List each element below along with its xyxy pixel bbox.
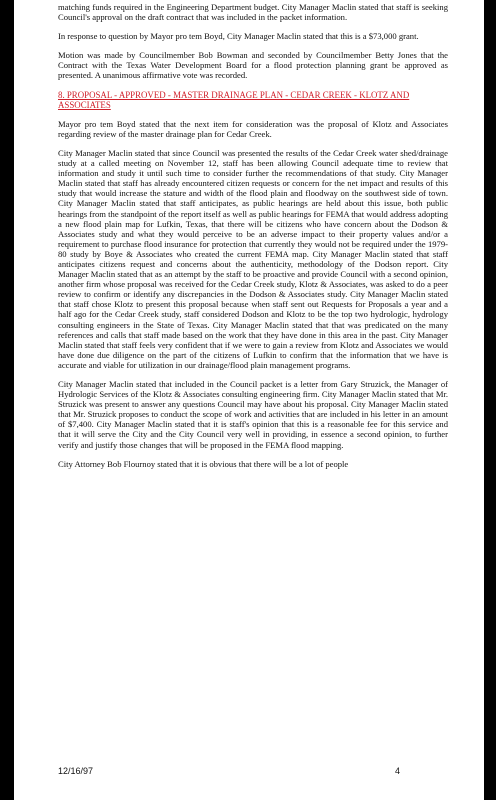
heading-text: 8. PROPOSAL - APPROVED - MASTER DRAINAGE PLAN - CEDAR CREEK - KLOTZ AND ASSOCIATES [58,89,410,110]
paragraph-next-item: Mayor pro tem Boyd stated that the next item for consideration was the proposal of Klotz and Associates regarding review of the master drainage plan for Cedar Creek. [58,118,448,139]
footer-date: 12/16/97 [58,766,94,776]
paragraph-manager-statement: City Manager Maclin stated that since Council was presented the results of the Cedar Creek water shed/drainage study at a called meeting on November 12, staff has been allowing Council adequate time to review that information and study it until such time to consider further the recommendations of that study. City Manager Maclin stated that staff has already encountered citizen requests or concern for the net impact and results of this study that would increase the stature and width of the flood plain and floodway on the southwest side of town. City Manager Maclin stated that staff anticipates, as public hearings are held about this issue, both public hearings from the standpoint of the report itself as well as public hearings for FEMA that would address adopting a new flood plain map for Lufkin, Texas, that there will be citizens who have concern about the Dodson & Associates study and what they would perceive to be an adverse impact to their property values and/or a requirement to purchase flood insurance for protection that currently they would not be required under the 1979-80 study by Boye & Associates who created the current FEMA map. City Manager Maclin stated that staff anticipates citizens request and concerns about the authenticity, methodology of the Dodson report. City Manager Maclin stated that as an attempt by the staff to be proactive and provide Council with a second opinion, another firm whose proposal was received for the Cedar Creek study, Klotz & Associates, was asked to do a peer review to confirm or identify any discrepancies in the Dodson & Associates study. City Manager Maclin stated that staff chose Klotz to present this proposal because when staff sent out Requests for Proposals a year and a half ago for the Cedar Creek study, staff considered Dodson and Klotz to be the top two hydrologic, hydrology consulting engineers in the State of Texas. City Manager Maclin stated that that was predicated on the many references and calls that staff made based on the work that they have done in this area in the past. City Manager Maclin stated that staff feels very confident that if we were to gain a review from Klotz and Associates we would have done due diligence on the part of the citizens of Lufkin to confirm that the information that we have is accurate and viable for utilization in our drainage/flood plain management programs. [58,147,448,370]
paragraph-klotz-letter: City Manager Maclin stated that included in the Council packet is a letter from Gary Struzick, the Manager of Hydrologic Services of the Klotz & Associates consulting engineering firm. City Manager Maclin stated that Mr. Struzick was present to answer any questions Council may have about his proposal. City Manager Maclin stated that Mr. Struzick proposes to conduct the scope of work and activities that are included in his letter in an amount of $7,400. City Manager Maclin stated that it is staff's opinion that this is a reasonable fee for this service and that it will serve the City and the City Council very well in providing, in essence a second opinion, to further verify and justify those changes that will be proposed in the FEMA flood mapping. [58,379,448,450]
paragraph-funding-contract: matching funds required in the Engineering Department budget. City Manager Maclin stated that staff is seeking Council's approval on the draft contract that was included in the packet information. [58,2,448,23]
paragraph-city-attorney: City Attorney Bob Flournoy stated that it is obvious that there will be a lot of people [58,458,349,469]
paragraph-grant-amount: In response to question by Mayor pro tem Boyd, City Manager Maclin stated that this is a $73,000 grant. [58,31,419,42]
paragraph-motion: Motion was made by Councilmember Bob Bowman and seconded by Councilmember Betty Jones that the Contract with the Texas Water Development Board for a flood protection planning grant be approved as presented. A unanimous affirmative vote was recorded. [58,50,448,81]
footer-page-number: 4 [395,766,401,776]
document-body [58,2,448,478]
document-page [14,0,484,800]
agenda-item-heading [58,90,448,110]
